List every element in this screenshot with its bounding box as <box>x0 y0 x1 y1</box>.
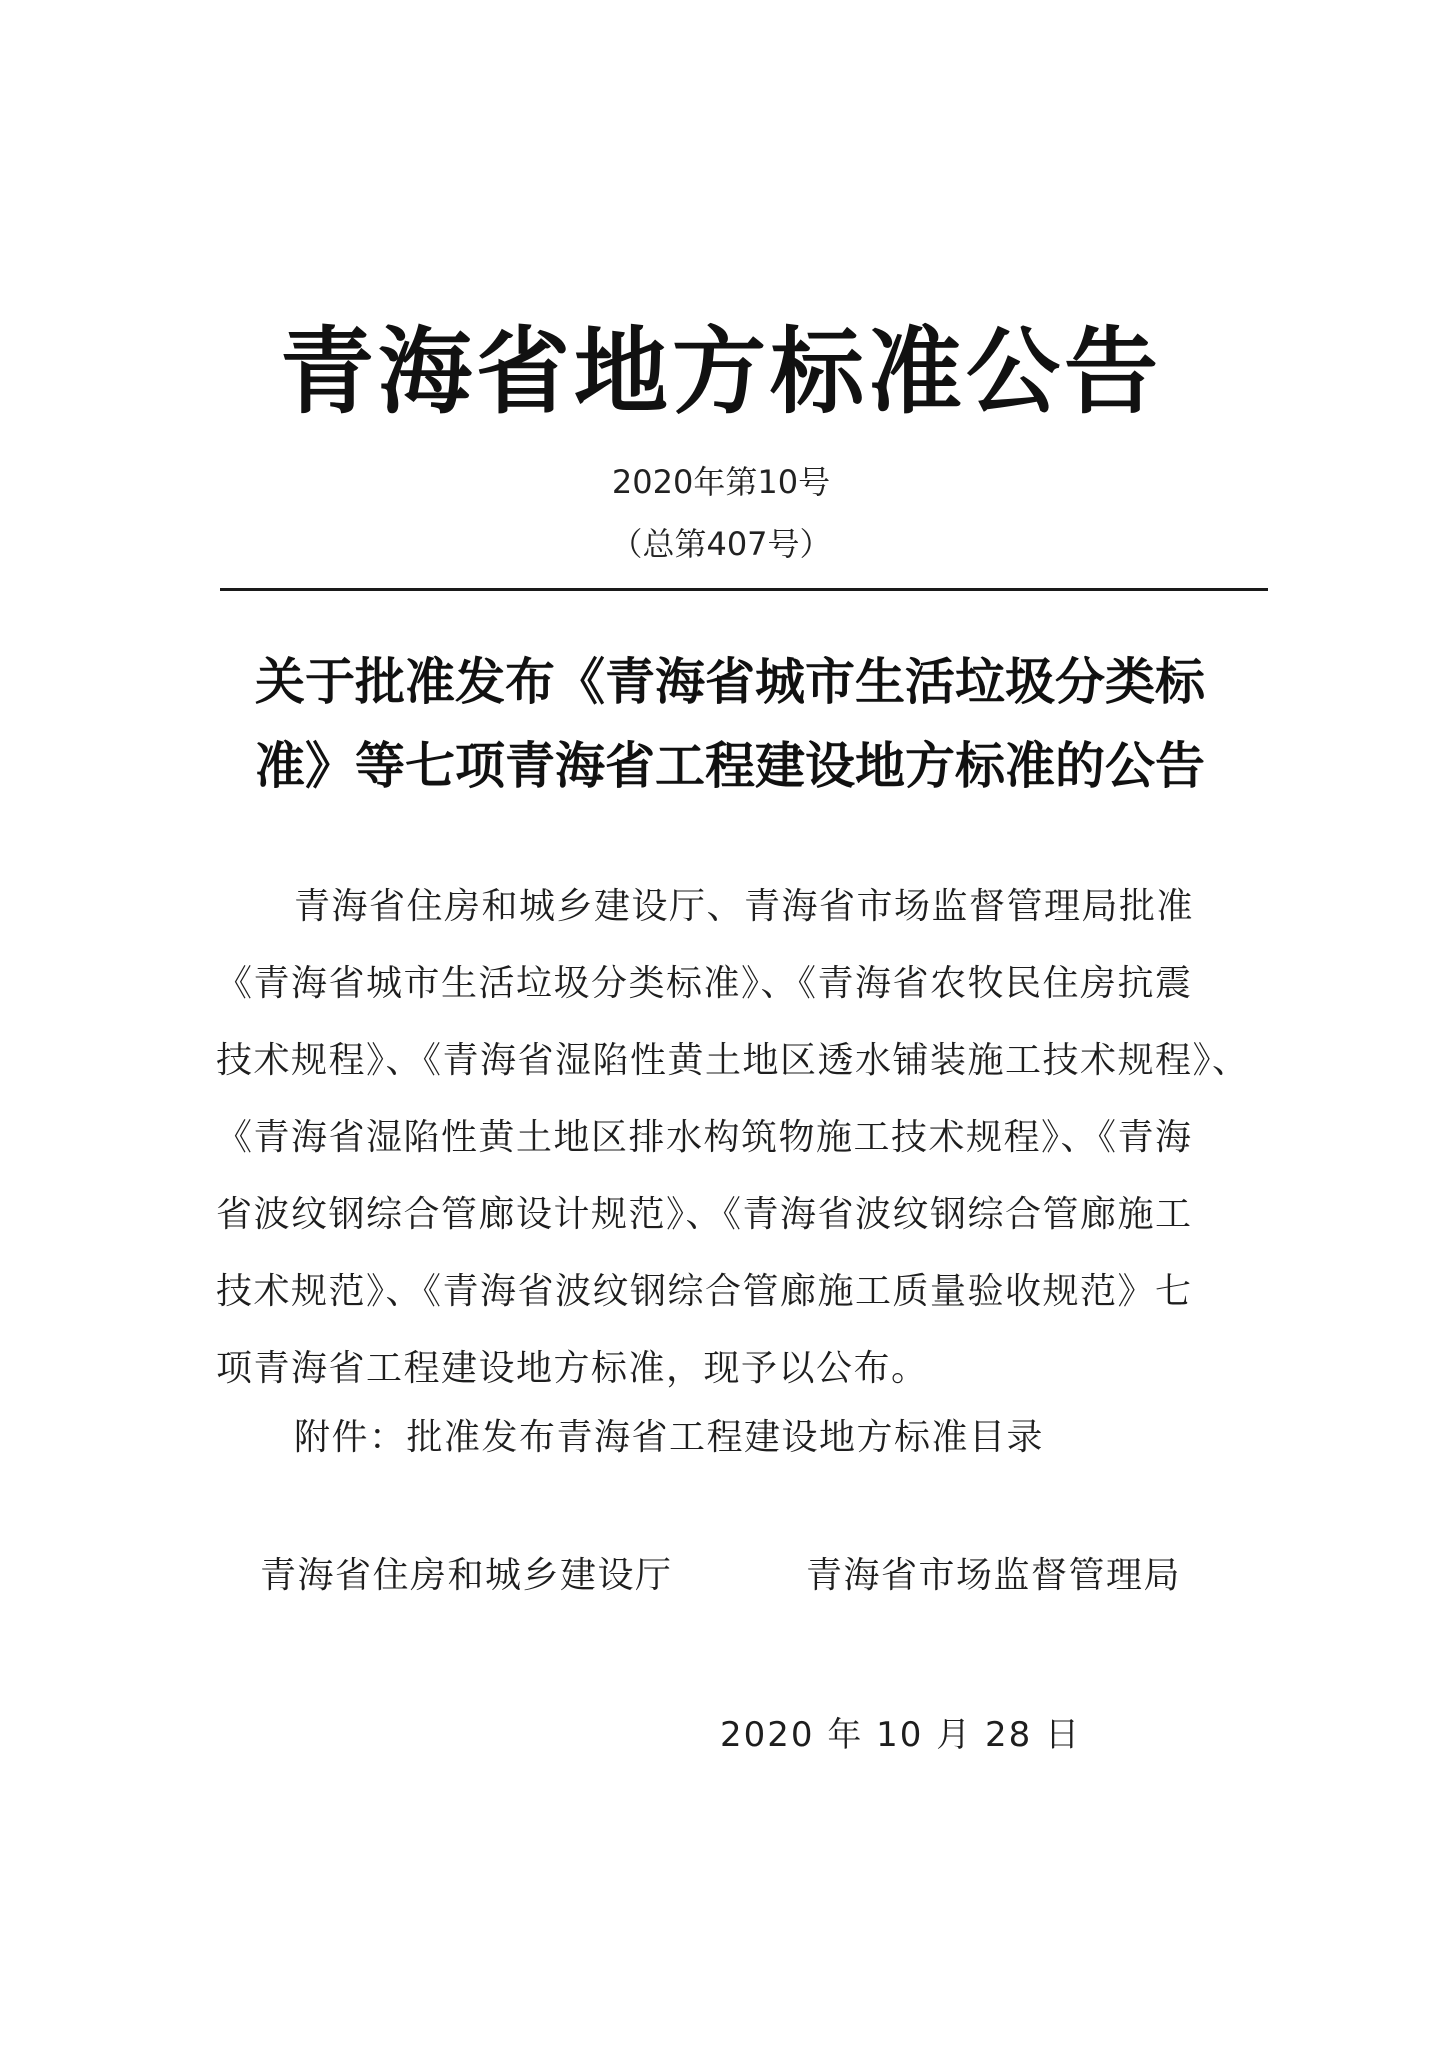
body-paragraph-line: 技术规程》、《青海省湿陷性黄土地区透水铺装施工技术规程》、 <box>216 1040 1250 1081</box>
body-paragraph-line: 技术规范》、《青海省波纹钢综合管廊施工质量验收规范》七 <box>216 1271 1193 1312</box>
document-number: 2020年第10号 <box>611 463 831 501</box>
notice-title-line: 关于批准发布《青海省城市生活垃圾分类标 <box>255 652 1205 711</box>
notice-title <box>200 640 1240 808</box>
notice-body <box>216 868 1250 1407</box>
issuer-market-regulation-bureau: 青海省市场监督管理局 <box>806 1555 1182 1596</box>
issue-date: 2020 年 10 月 28 日 <box>720 1715 1082 1755</box>
attachment-note: 附件：批准发布青海省工程建设地方标准目录 <box>294 1417 1045 1458</box>
body-paragraph-line: 《青海省城市生活垃圾分类标准》、《青海省农牧民住房抗震 <box>216 963 1193 1004</box>
notice-title-line: 准》等七项青海省工程建设地方标准的公告 <box>255 736 1205 795</box>
document-serial-number: （总第407号） <box>610 525 832 563</box>
announcement-header-title: 青海省地方标准公告 <box>279 318 1162 427</box>
header-divider-line <box>220 588 1268 591</box>
body-paragraph-line: 省波纹钢综合管廊设计规范》、《青海省波纹钢综合管廊施工 <box>216 1194 1193 1235</box>
body-paragraph-line: 项青海省工程建设地方标准，现予以公布。 <box>216 1348 929 1389</box>
body-paragraph-line: 青海省住房和城乡建设厅、青海省市场监督管理局批准 <box>294 886 1195 927</box>
body-paragraph-line: 《青海省湿陷性黄土地区排水构筑物施工技术规程》、《青海 <box>216 1117 1193 1158</box>
issuer-housing-department: 青海省住房和城乡建设厅 <box>260 1555 673 1596</box>
